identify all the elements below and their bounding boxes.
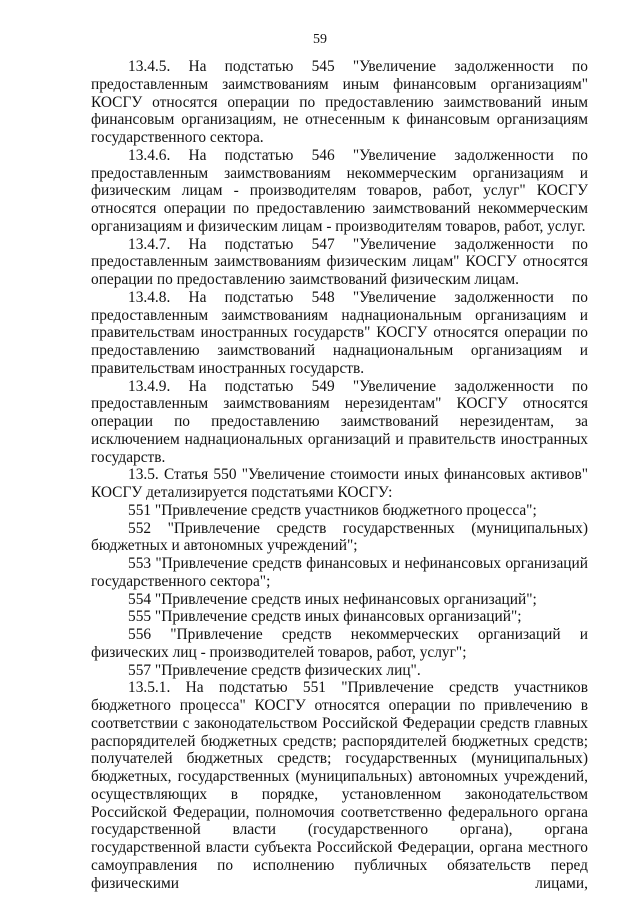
list-item-556: 556 "Привлечение средств некоммерческих организаций и физических лиц - производителей товаров, работ, услуг"; — [91, 626, 588, 661]
paragraph-13-5-1: 13.5.1. На подстатью 551 "Привлечение средств участников бюджетного процесса" КОСГУ относятся операции по привлечению в соответствии с законодательством Российской Федерации средств главных распорядителей бюджетных средств; распорядителей бюджетных средств; получателей бюджетных средств; государственных (муниципальных) бюджетных, государственных (муниципальных) автономных учреждений, осуществляющих в порядке, установленном законодательством Российской Федерации, полномочия соответственно федерального органа государственной власти (государственного органа), органа государственной власти субъекта Российской Федерации, органа местного самоуправления по исполнению публичных обязательств перед физическими лицами, — [91, 679, 588, 892]
document-body — [91, 58, 588, 892]
list-item-554: 554 "Привлечение средств иных нефинансовых организаций"; — [128, 590, 537, 608]
list-item-552: 552 "Привлечение средств государственных (муниципальных) бюджетных и автономных учреждений"; — [91, 519, 588, 555]
list-item-557: 557 "Привлечение средств физических лиц". — [128, 661, 421, 679]
paragraph-13-4-7: 13.4.7. На подстатью 547 "Увеличение задолженности по предоставленным заимствованиям физическим лицам" КОСГУ относятся операции по предоставлению заимствований физическим лицам. — [91, 235, 588, 288]
list-item-555: 555 "Привлечение средств иных финансовых организаций"; — [128, 608, 522, 626]
paragraph-13-4-6: 13.4.6. На подстатью 546 "Увеличение задолженности по предоставленным заимствованиям некоммерческим организациям и физическим лицам - производителям товаров, работ, услуг" КОСГУ относятся операции по предоставлению заимствований некоммерческим организациям и физическим лицам - производителям товаров, работ, услуг. — [91, 146, 588, 235]
list-item-553: 553 "Привлечение средств финансовых и нефинансовых организаций государственного сектора"; — [91, 555, 588, 590]
paragraph-13-4-9: 13.4.9. На подстатью 549 "Увеличение задолженности по предоставленным заимствованиям нерезидентам" КОСГУ относятся операции по предоставлению заимствований нерезидентам, за исключением наднациональных организаций и правительств иностранных государств. — [91, 377, 588, 466]
page-number: 59 — [313, 32, 327, 47]
list-item-551: 551 "Привлечение средств участников бюджетного процесса"; — [128, 501, 537, 519]
paragraph-13-5: 13.5. Статья 550 "Увеличение стоимости иных финансовых активов" КОСГУ детализируется подстатьями КОСГУ: — [91, 466, 588, 501]
paragraph-13-4-8: 13.4.8. На подстатью 548 "Увеличение задолженности по предоставленным заимствованиям наднациональным организациям и правительствам иностранных государств" КОСГУ относятся операции по предоставлению заимствований наднациональным организациям и правительствам иностранных государств. — [91, 288, 588, 377]
paragraph-13-4-5: 13.4.5. На подстатью 545 "Увеличение задолженности по предоставленным заимствованиям иным финансовым организациям" КОСГУ относятся операции по предоставлению заимствований иным финансовым организациям, не отнесенным к финансовым организациям государственного сектора. — [91, 58, 588, 146]
